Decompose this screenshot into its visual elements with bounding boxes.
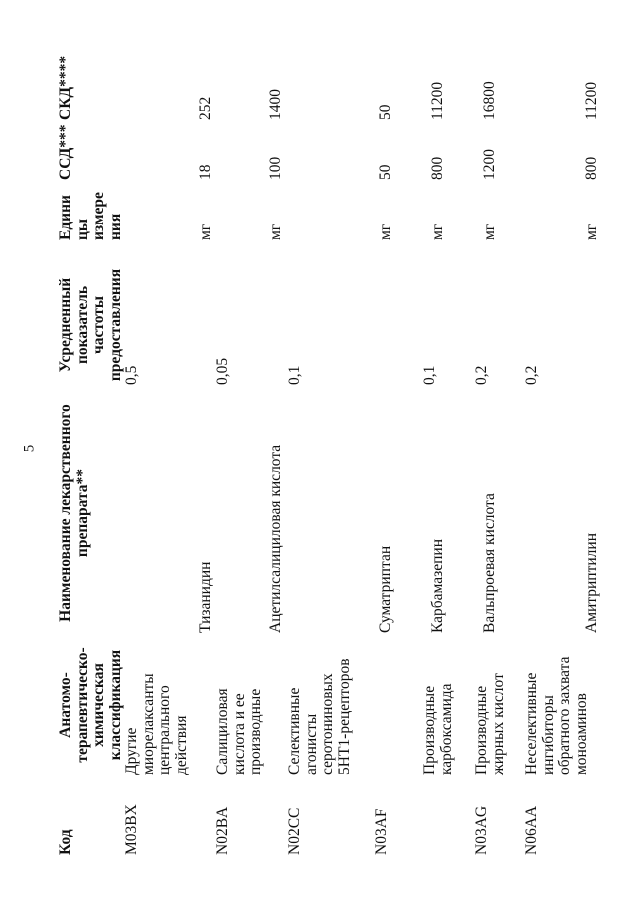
page-number: 5 [21, 444, 38, 453]
cell-drug-name: Суматриптан [377, 545, 394, 633]
cell-skd: 11200 [583, 81, 600, 120]
cell-unit: мг [583, 223, 600, 240]
header-atc: Анатомо-терапевтическо-химическая классификация [57, 647, 124, 763]
cell-ssd: 100 [267, 156, 284, 180]
cell-code: N03AG [473, 805, 490, 855]
cell-frequency: 0,1 [286, 365, 303, 385]
cell-drug-name: Вальпроевая кислота [481, 493, 498, 633]
cell-ssd: 18 [197, 164, 214, 180]
cell-code: N02BA [214, 806, 231, 855]
cell-atc: Неселективные ингибиторы обратного захвата моноаминов [523, 656, 590, 775]
cell-ssd: 800 [429, 156, 446, 180]
cell-ssd: 800 [583, 156, 600, 180]
header-units: Едини цы измере ния [57, 192, 124, 240]
cell-unit: мг [429, 223, 446, 240]
header-code: Код [57, 829, 74, 855]
cell-unit: мг [267, 223, 284, 240]
cell-drug-name: Карбамазепин [429, 539, 446, 633]
cell-skd: 11200 [429, 81, 446, 120]
cell-atc: Производные жирных кислот [473, 673, 507, 775]
cell-frequency: 0,05 [214, 357, 231, 385]
cell-skd: 50 [377, 104, 394, 120]
cell-unit: мг [197, 223, 214, 240]
cell-unit: мг [377, 223, 394, 240]
cell-frequency: 0,2 [473, 365, 490, 385]
cell-code: N02CC [286, 807, 303, 855]
header-drug-name: Наименование лекарственного препарата** [57, 404, 91, 622]
cell-drug-name: Амитриптилин [583, 533, 600, 633]
header-skd: СКД**** [57, 55, 74, 120]
cell-atc: Производные карбоксамида [421, 683, 455, 775]
header-ssd: ССД*** [57, 124, 74, 180]
cell-ssd: 50 [377, 164, 394, 180]
cell-ssd: 1200 [481, 149, 498, 180]
cell-drug-name: Ацетилсалициловая кислота [267, 444, 284, 633]
cell-code: N06AA [523, 805, 540, 855]
cell-frequency: 0,1 [421, 365, 438, 385]
cell-frequency: 0,2 [523, 365, 540, 385]
cell-skd: 252 [197, 96, 214, 120]
cell-unit: мг [481, 223, 498, 240]
cell-skd: 16800 [481, 81, 498, 120]
cell-atc: Другие миорелаксанты центрального действия [123, 673, 190, 775]
header-frequency: Усредненный показатель частоты предоставления [57, 268, 124, 382]
cell-atc: Салициловая кислота и ее производные [214, 688, 264, 775]
cell-skd: 1400 [267, 89, 284, 120]
cell-atc: Селективные агонисты серотониновых 5HT1-рецепторов [286, 658, 353, 775]
cell-code: N03AF [373, 808, 390, 855]
cell-frequency: 0,5 [123, 365, 140, 385]
cell-code: M03BX [123, 804, 140, 855]
drug-table [50, 55, 600, 855]
cell-drug-name: Тизанидин [197, 561, 214, 633]
